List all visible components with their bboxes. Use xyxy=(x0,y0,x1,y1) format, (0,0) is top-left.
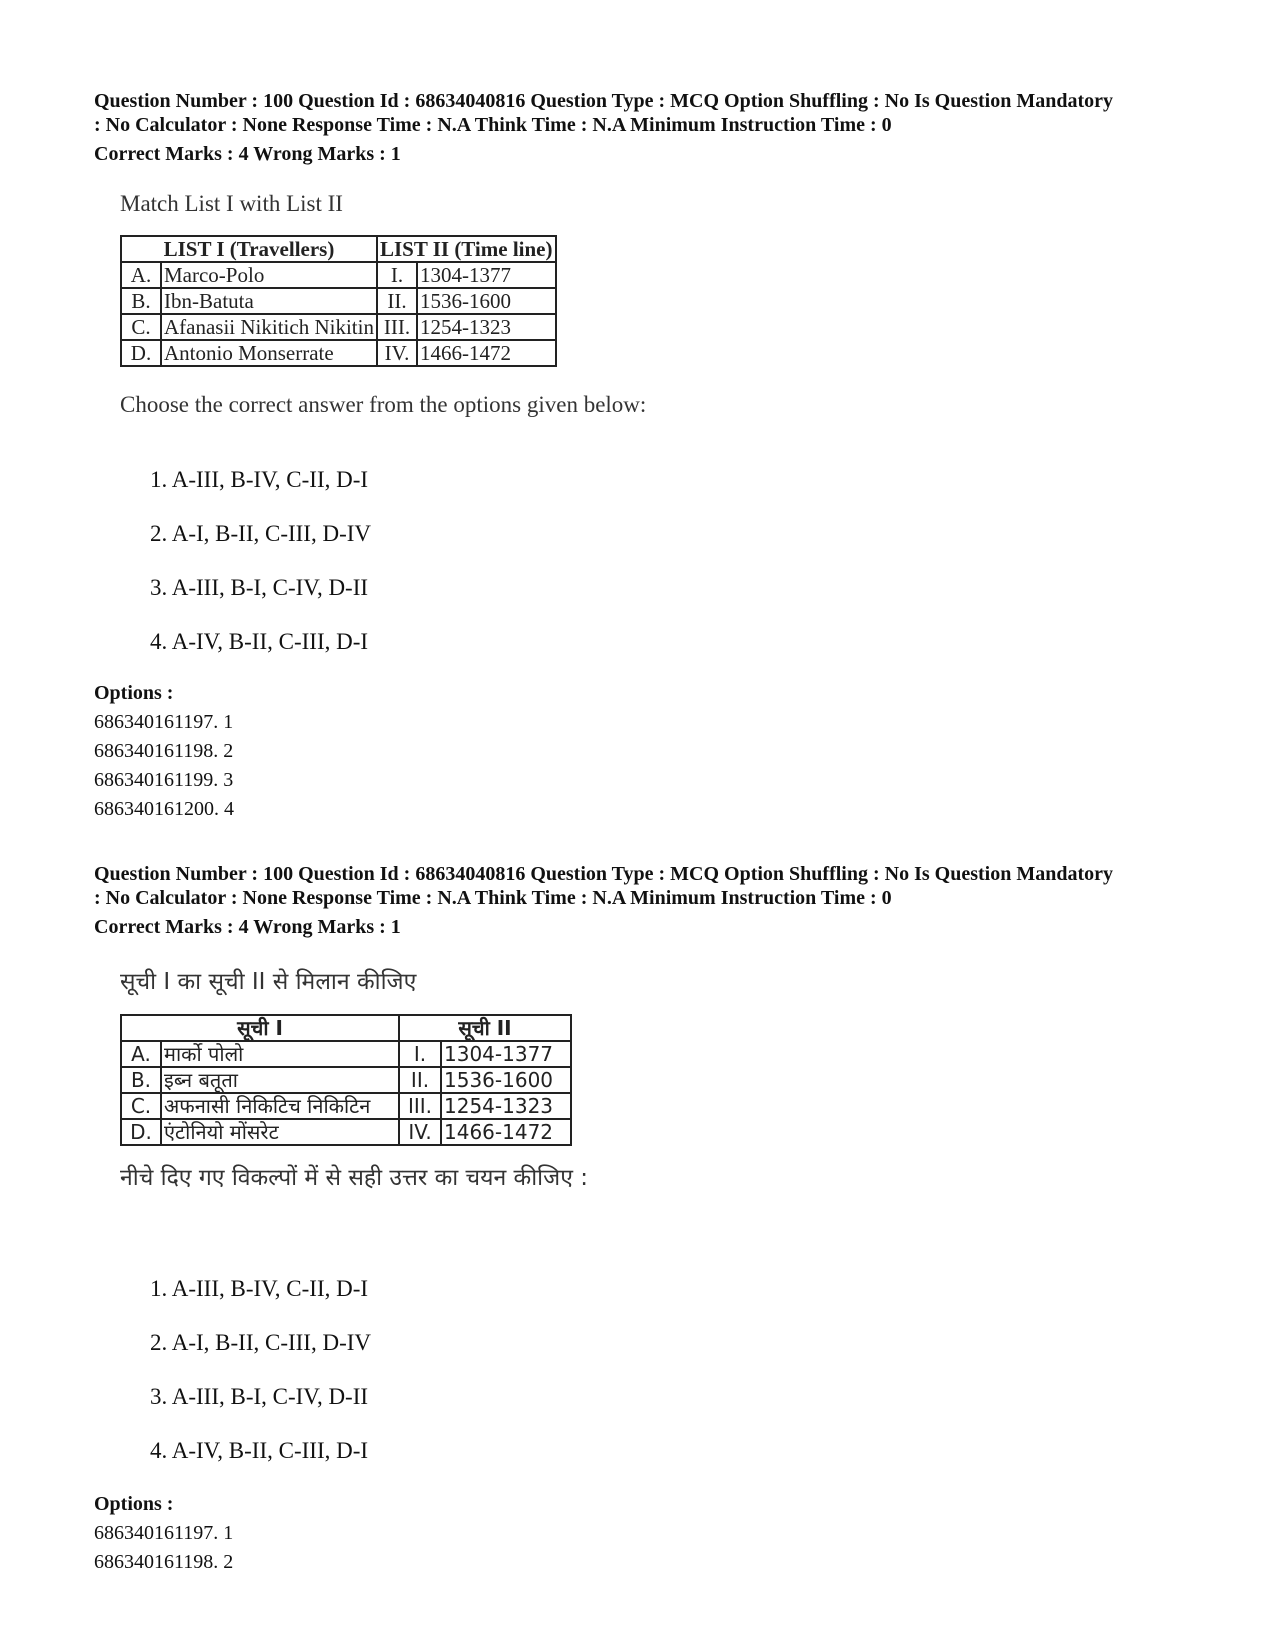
choice-item: 2. A-I, B-II, C-III, D-IV xyxy=(150,1330,371,1355)
row-value: 1304-1377 xyxy=(441,1041,571,1067)
row-roman: III. xyxy=(377,314,417,340)
match-table xyxy=(120,1014,572,1146)
options-list xyxy=(94,681,1204,821)
row-roman: I. xyxy=(377,262,417,288)
row-item: मार्को पोलो xyxy=(161,1041,399,1067)
row-item: Ibn-Batuta xyxy=(161,288,377,314)
choice-item: 2. A-I, B-II, C-III, D-IV xyxy=(150,521,371,546)
choose-prompt: Choose the correct answer from the options given below: xyxy=(120,392,647,417)
question-body-hindi xyxy=(94,968,1204,1192)
question-body-english xyxy=(94,190,1204,419)
row-item: Antonio Monserrate xyxy=(161,340,377,366)
row-roman: II. xyxy=(399,1067,441,1093)
option-id: 686340161197. 1 xyxy=(94,1522,234,1544)
row-letter: C. xyxy=(121,1093,161,1119)
table-row xyxy=(121,1119,571,1145)
question-marks: Correct Marks : 4 Wrong Marks : 1 xyxy=(94,916,401,938)
row-value: 1254-1323 xyxy=(441,1093,571,1119)
match-instruction: Match List I with List II xyxy=(120,191,343,216)
row-item: Marco-Polo xyxy=(161,262,377,288)
match-instruction: सूची I का सूची II से मिलान कीजिए xyxy=(120,969,417,995)
choice-item: 4. A-IV, B-II, C-III, D-I xyxy=(150,629,369,654)
option-id: 686340161199. 3 xyxy=(94,769,234,791)
option-id: 686340161200. 4 xyxy=(94,798,234,820)
question-marks: Correct Marks : 4 Wrong Marks : 1 xyxy=(94,143,401,165)
table-row xyxy=(121,288,556,314)
question-meta-line: : No Calculator : None Response Time : N.A Think Time : N.A Minimum Instruction Time : 0 xyxy=(94,887,892,909)
row-letter: B. xyxy=(121,1067,161,1093)
row-letter: D. xyxy=(121,1119,161,1145)
question-meta-line: Question Number : 100 Question Id : 68634040816 Question Type : MCQ Option Shuffling : No Is Question Mandatory xyxy=(94,863,1113,885)
row-letter: B. xyxy=(121,288,161,314)
row-letter: A. xyxy=(121,262,161,288)
option-id: 686340161198. 2 xyxy=(94,1551,234,1573)
row-roman: I. xyxy=(399,1041,441,1067)
row-roman: IV. xyxy=(399,1119,441,1145)
row-letter: D. xyxy=(121,340,161,366)
question-meta-line: : No Calculator : None Response Time : N.A Think Time : N.A Minimum Instruction Time : 0 xyxy=(94,114,892,136)
row-letter: C. xyxy=(121,314,161,340)
table-row xyxy=(121,262,556,288)
row-item: Afanasii Nikitich Nikitin xyxy=(161,314,377,340)
row-value: 1254-1323 xyxy=(417,314,556,340)
table-header-list2: LIST II (Time line) xyxy=(377,236,556,262)
option-id: 686340161197. 1 xyxy=(94,711,234,733)
question-block-english xyxy=(94,89,1204,166)
row-value: 1466-1472 xyxy=(417,340,556,366)
row-item: इब्न बतूता xyxy=(161,1067,399,1093)
options-list xyxy=(94,1492,1204,1574)
row-value: 1466-1472 xyxy=(441,1119,571,1145)
row-value: 1304-1377 xyxy=(417,262,556,288)
choice-item: 3. A-III, B-I, C-IV, D-II xyxy=(150,575,369,600)
choice-item: 1. A-III, B-IV, C-II, D-I xyxy=(150,467,369,492)
table-row xyxy=(121,1093,571,1119)
question-block-hindi xyxy=(94,862,1204,939)
options-label: Options : xyxy=(94,1493,174,1515)
table-row xyxy=(121,340,556,366)
row-letter: A. xyxy=(121,1041,161,1067)
choice-item: 3. A-III, B-I, C-IV, D-II xyxy=(150,1384,369,1409)
row-value: 1536-1600 xyxy=(441,1067,571,1093)
table-header-list1: सूची I xyxy=(121,1015,399,1041)
choice-item: 1. A-III, B-IV, C-II, D-I xyxy=(150,1276,369,1301)
table-row xyxy=(121,1041,571,1067)
choice-item: 4. A-IV, B-II, C-III, D-I xyxy=(150,1438,369,1463)
table-header-list1: LIST I (Travellers) xyxy=(121,236,377,262)
row-roman: II. xyxy=(377,288,417,314)
table-row xyxy=(121,1067,571,1093)
row-value: 1536-1600 xyxy=(417,288,556,314)
choose-prompt: नीचे दिए गए विकल्पों में से सही उत्तर का चयन कीजिए : xyxy=(120,1165,588,1191)
row-item: अफनासी निकिटिच निकिटिन xyxy=(161,1093,399,1119)
option-id: 686340161198. 2 xyxy=(94,740,234,762)
question-meta-line: Question Number : 100 Question Id : 68634040816 Question Type : MCQ Option Shuffling : No Is Question Mandatory xyxy=(94,90,1113,112)
table-row xyxy=(121,314,556,340)
row-roman: IV. xyxy=(377,340,417,366)
row-item: एंटोनियो मोंसरेट xyxy=(161,1119,399,1145)
table-header-list2: सूची II xyxy=(399,1015,571,1041)
row-roman: III. xyxy=(399,1093,441,1119)
match-table xyxy=(120,235,557,367)
options-label: Options : xyxy=(94,682,174,704)
